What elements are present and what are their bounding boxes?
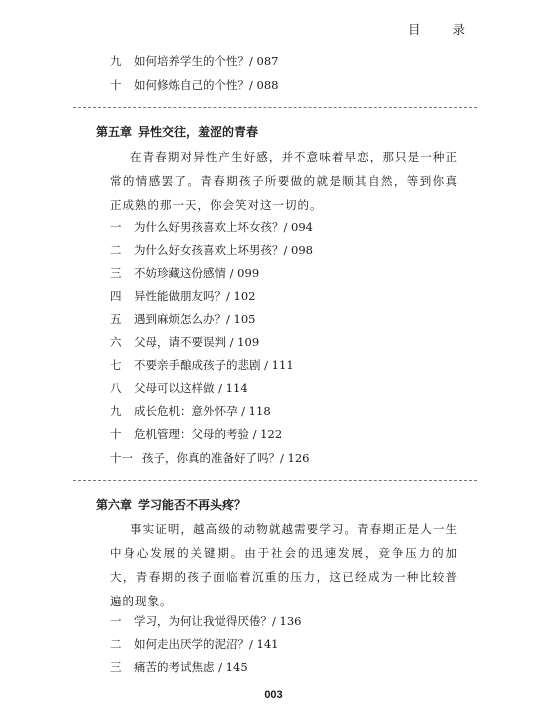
toc-entry[interactable] bbox=[110, 242, 313, 258]
chapter-heading[interactable] bbox=[96, 496, 246, 513]
entry-number: 三 bbox=[110, 266, 122, 280]
section-divider bbox=[73, 107, 477, 108]
entry-number: 九 bbox=[110, 404, 122, 418]
chapter-intro: 在青春期对异性产生好感，并不意味着早恋，那只是一种正常的情感罢了。青春期孩子所要做的就是顺其自然，等到你真正成熟的那一天，你会笑对这一切的。 bbox=[110, 150, 458, 212]
entry-number: 十 bbox=[110, 427, 122, 441]
entry-text: 父母可以这样做 / 114 bbox=[134, 381, 248, 395]
entry-number: 五 bbox=[110, 312, 122, 326]
toc-entry[interactable] bbox=[110, 403, 271, 419]
toc-entry[interactable] bbox=[110, 636, 278, 652]
entry-text: 学习，为何让我觉得厌倦？/ 136 bbox=[134, 614, 302, 628]
section-divider bbox=[73, 480, 477, 481]
chapter-number: 第五章 bbox=[96, 125, 133, 139]
entry-text: 如何修炼自己的个性？/ 088 bbox=[134, 78, 279, 92]
toc-entry[interactable] bbox=[110, 77, 278, 93]
entry-number: 九 bbox=[110, 54, 122, 68]
entry-text: 为什么好男孩喜欢上坏女孩？/ 094 bbox=[134, 220, 313, 234]
toc-entry[interactable] bbox=[110, 450, 309, 466]
toc-entry[interactable] bbox=[110, 311, 255, 327]
entry-number: 二 bbox=[110, 243, 122, 257]
entry-number: 一 bbox=[110, 220, 122, 234]
entry-text: 不要亲手酿成孩子的悲剧 / 111 bbox=[134, 358, 294, 372]
entry-text: 异性能做朋友吗？/ 102 bbox=[134, 289, 256, 303]
entry-number: 六 bbox=[110, 335, 122, 349]
toc-entry[interactable] bbox=[110, 613, 301, 629]
toc-entry[interactable] bbox=[110, 426, 282, 442]
entry-text: 孩子，你真的准备好了吗？/ 126 bbox=[142, 451, 310, 465]
toc-entry[interactable] bbox=[110, 219, 313, 235]
entry-number: 三 bbox=[110, 660, 122, 674]
chapter-heading[interactable] bbox=[96, 123, 258, 140]
entry-text: 如何走出厌学的泥沼？/ 141 bbox=[134, 637, 279, 651]
chapter-intro: 事实证明，越高级的动物就越需要学习。青春期正是人一生中身心发展的关键期。由于社会的迅速发展，竞争压力的加大，青春期的孩子面临着沉重的压力，这已经成为一种比较普遍的现象。 bbox=[110, 522, 458, 608]
toc-entry[interactable] bbox=[110, 288, 255, 304]
entry-text: 为什么好女孩喜欢上坏男孩？/ 098 bbox=[134, 243, 313, 257]
toc-entry[interactable] bbox=[110, 380, 248, 396]
entry-text: 痛苦的考试焦虑 / 145 bbox=[134, 660, 248, 674]
chapter-title: 学习能否不再头疼？ bbox=[138, 498, 247, 512]
toc-entry[interactable] bbox=[110, 53, 278, 69]
toc-entry[interactable] bbox=[110, 265, 259, 281]
entry-number: 四 bbox=[110, 289, 122, 303]
chapter-number: 第六章 bbox=[96, 498, 133, 512]
entry-text: 成长危机：意外怀孕 / 118 bbox=[134, 404, 271, 418]
page-number: 003 bbox=[264, 689, 283, 701]
toc-entry[interactable] bbox=[110, 659, 248, 675]
entry-text: 遇到麻烦怎么办？/ 105 bbox=[134, 312, 256, 326]
entry-text: 父母，请不要误判 / 109 bbox=[134, 335, 260, 349]
entry-number: 一 bbox=[110, 614, 122, 628]
chapter-title: 异性交往，羞涩的青春 bbox=[138, 125, 259, 139]
entry-number: 十 bbox=[110, 78, 122, 92]
entry-text: 如何培养学生的个性？/ 087 bbox=[134, 54, 279, 68]
entry-number: 二 bbox=[110, 637, 122, 651]
entry-number: 七 bbox=[110, 358, 122, 372]
entry-text: 不妨珍藏这份感情 / 099 bbox=[134, 266, 260, 280]
toc-entry[interactable] bbox=[110, 357, 294, 373]
toc-entry[interactable] bbox=[110, 334, 259, 350]
entry-text: 危机管理：父母的考验 / 122 bbox=[134, 427, 283, 441]
running-header: 目 录 bbox=[408, 22, 479, 37]
entry-number: 八 bbox=[110, 381, 122, 395]
entry-number: 十一 bbox=[110, 451, 133, 465]
